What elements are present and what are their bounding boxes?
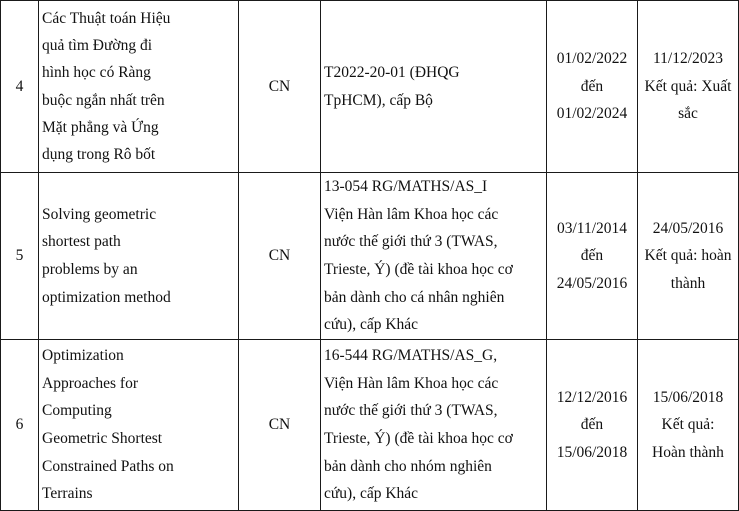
title-line: shortest path: [42, 233, 121, 251]
title-line: Terrains: [42, 485, 93, 503]
code-line: nước thế giới thứ 3 (TWAS,: [324, 402, 498, 420]
code-line: cứu), cấp Khác: [324, 316, 419, 334]
project-dates: [547, 173, 638, 340]
code-line: Viện Hàn lâm Khoa học các: [324, 374, 499, 392]
code-line: Viện Hàn lâm Khoa học các: [324, 205, 499, 223]
code-line: bản dành cho nhóm nghiên: [324, 457, 492, 475]
start-date: 12/12/2016: [556, 388, 628, 406]
code-line: Trieste, Ý) (đề tài khoa học cơ: [324, 261, 513, 278]
code-line: T2022-20-01 (ĐHQG: [324, 63, 460, 81]
title-line: Các Thuật toán Hiệu: [42, 9, 171, 27]
project-dates: [547, 1, 638, 173]
result-line: Hoàn thành: [652, 443, 724, 461]
title-line: Approaches for: [42, 374, 138, 392]
result-line: Kết quả:: [661, 416, 715, 434]
project-title: [39, 1, 239, 173]
row-number: 6: [1, 340, 39, 511]
table-row: [1, 173, 739, 340]
project-result: [638, 173, 739, 340]
start-date: 01/02/2022: [556, 50, 628, 68]
start-date: 03/11/2014: [556, 219, 628, 237]
result-line: sắc: [678, 105, 698, 123]
title-line: Geometric Shortest: [42, 430, 163, 447]
title-line: Mặt phẳng và Ứng: [42, 118, 159, 136]
date-separator: đến: [580, 247, 604, 265]
date-separator: đến: [580, 416, 604, 434]
title-line: Optimization: [42, 347, 124, 365]
role-cell: CN: [239, 173, 321, 340]
code-line: cứu), cấp Khác: [324, 485, 419, 503]
project-title: [39, 340, 239, 511]
title-line: quả tìm Đường đi: [42, 37, 153, 55]
code-line: TpHCM), cấp Bộ: [324, 91, 433, 109]
project-code: [321, 1, 547, 173]
end-date: 15/06/2018: [556, 443, 628, 461]
role-cell: CN: [239, 340, 321, 511]
result-date: 24/05/2016: [652, 219, 724, 237]
project-title: [39, 173, 239, 340]
code-line: nước thế giới thứ 3 (TWAS,: [324, 233, 498, 251]
title-line: buộc ngắn nhất trên: [42, 91, 165, 109]
result-date: 11/12/2023: [652, 50, 724, 68]
code-line: Trieste, Ý) (đề tài khoa học cơ: [324, 430, 513, 447]
title-line: Constrained Paths on: [42, 457, 174, 475]
row-number: 4: [1, 1, 39, 173]
code-line: 16-544 RG/MATHS/AS_G,: [324, 347, 498, 365]
end-date: 24/05/2016: [556, 274, 628, 292]
result-line: Kết quả: hoàn: [644, 247, 732, 265]
date-separator: đến: [580, 77, 604, 95]
result-line: thành: [670, 274, 706, 292]
title-line: Solving geometric: [42, 205, 157, 223]
project-result: [638, 1, 739, 173]
row-number: 5: [1, 173, 39, 340]
project-code: [321, 340, 547, 511]
project-result: [638, 340, 739, 511]
title-line: hình học có Ràng: [42, 64, 151, 82]
role-cell: CN: [239, 1, 321, 173]
table-row: [1, 1, 739, 173]
title-line: dụng trong Rô bốt: [42, 145, 156, 163]
project-code: [321, 173, 547, 340]
code-line: 13-054 RG/MATHS/AS_I: [324, 178, 488, 196]
result-line: Kết quả: Xuất: [644, 77, 732, 95]
result-date: 15/06/2018: [652, 388, 724, 406]
title-line: optimization method: [42, 288, 171, 306]
end-date: 01/02/2024: [556, 105, 628, 123]
code-line: bản dành cho cá nhân nghiên: [324, 288, 505, 306]
title-line: problems by an: [42, 261, 138, 278]
project-dates: [547, 340, 638, 511]
table-row: [1, 340, 739, 511]
title-line: Computing: [42, 402, 112, 420]
